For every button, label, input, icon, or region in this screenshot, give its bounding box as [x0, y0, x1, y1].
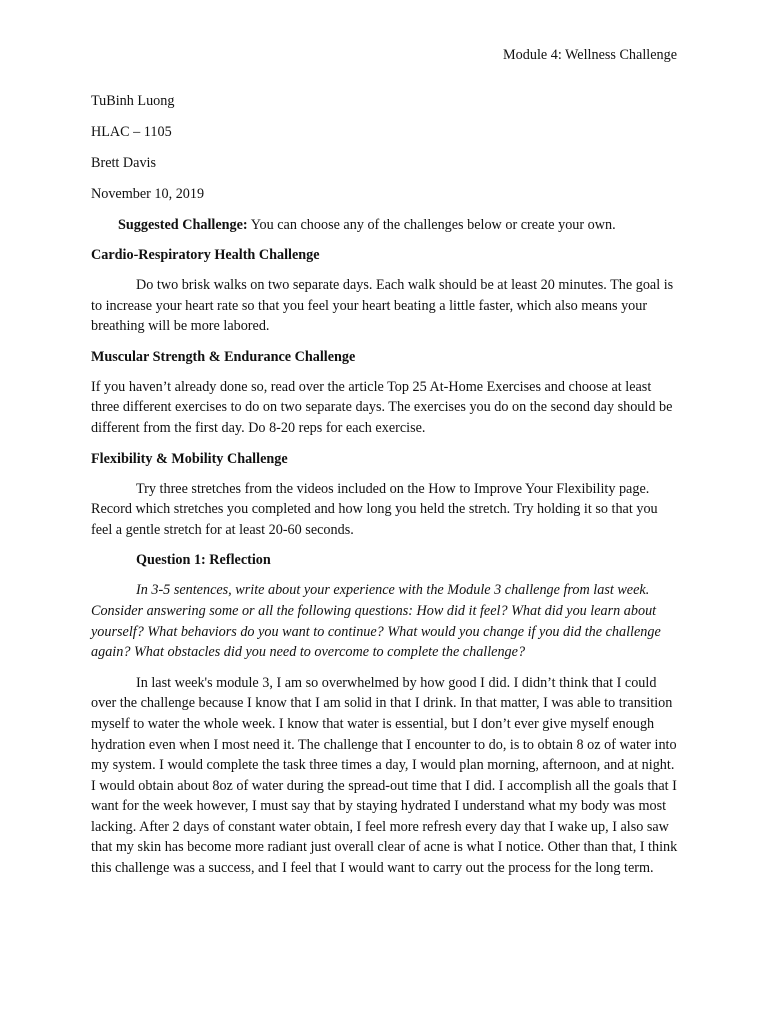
document-date: November 10, 2019 — [91, 186, 205, 202]
question1-answer: In last week's module 3, I am so overwhelmed by how good I did. I didn’t think that I could over the challenge because I know that I am solid in that I drink. In that matter, I was able to transition myself to water the whole week. I know that water is essential, but I don’t ever give myself enough hydration even when I most need it. The challenge that I encounter to do, is to obtain 8 oz of water into my system. I would complete the task three times a day, I would plan morning, afternoon, and at night. I would obtain about 8oz of water during the spread-out time that I did. I accomplish all the goals that I want for the week however, I must say that by staying hydrated I understand what my body was most lacking. After 2 days of constant water obtain, I feel more refresh every day that I wake up, I also saw that my skin has become more radiant just overall clear of acne is what I notice. Other than that, I think this challenge was a success, and I feel that I would want to carry out the process for the long term. — [91, 674, 678, 877]
page-header: Module 4: Wellness Challenge — [503, 47, 677, 63]
cardio-heading: Cardio-Respiratory Health Challenge — [91, 247, 320, 263]
flexibility-body: Try three stretches from the videos included on the How to Improve Your Flexibility page. Record which stretches you completed and how long you held the stretch. Try holding it so that you feel a gentle stretch for at least 20-60 seconds. — [91, 480, 658, 538]
question1-prompt: In 3-5 sentences, write about your experience with the Module 3 challenge from last week. Consider answering some or all the following questions: How did it feel? What did you learn about yourself? What behaviors do you want to continue? What would you change if you did the challenge again? What obstacles did you need to overcome to complete the challenge? — [91, 582, 661, 661]
cardio-body: Do two brisk walks on two separate days. Each walk should be at least 20 minutes. The goal is to increase your heart rate so that you feel your heart beating a little faster, which also means your breathing will be more labored. — [91, 277, 674, 335]
flexibility-heading: Flexibility & Mobility Challenge — [91, 450, 288, 467]
student-name: TuBinh Luong — [91, 93, 175, 109]
course-code: HLAC – 1105 — [91, 124, 172, 140]
question1-heading: Question 1: Reflection — [136, 552, 271, 569]
muscular-body: If you haven’t already done so, read over the article Top 25 At-Home Exercises and choose at least three different exercises to do on two separate days. The exercises you do on the second day should be different from the first day. Do 8-20 reps for each exercise. — [91, 378, 673, 436]
document-body — [91, 91, 679, 889]
instructor-name: Brett Davis — [91, 155, 157, 171]
suggested-challenge-label: Suggested Challenge: — [118, 217, 248, 233]
suggested-challenge-text: You can choose any of the challenges below or create your own. — [247, 217, 616, 233]
suggested-challenge — [91, 215, 679, 235]
muscular-heading: Muscular Strength & Endurance Challenge — [91, 348, 356, 365]
